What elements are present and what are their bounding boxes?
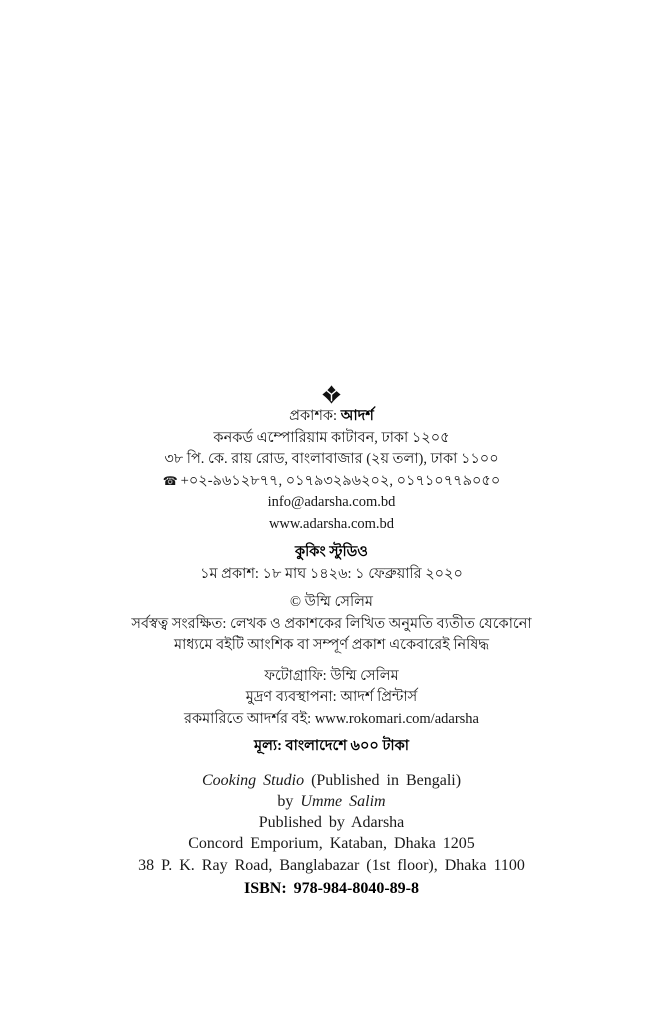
publisher-phone-line: [0, 471, 663, 493]
english-title-line: [0, 770, 663, 791]
credits-block: [0, 666, 663, 731]
phone-numbers: +০২-৯৬১২৮৭৭, ০১৭৯৩২৯৬২০২, ০১৭১০৭৭৯০৫০: [180, 472, 501, 489]
english-address-2: 38 P. K. Ray Road, Banglabazar (1st floor), Dhaka 1100: [138, 856, 525, 874]
publisher-address-2: ৩৮ পি. কে. রায় রোড, বাংলাবাজার (২য় তলা), ঢাকা ১১০০: [164, 451, 499, 467]
logo-row: [0, 384, 663, 404]
book-title-bengali: কুকিং স্টুডিও: [295, 544, 368, 560]
rokomari-line: [0, 709, 663, 731]
printing-credit: মুদ্রণ ব্যবস্থাপনা: আদর্শ প্রিন্টার্স: [245, 689, 418, 705]
author-line: [0, 791, 663, 812]
isbn-line: ISBN: 978-984-8040-89-8: [244, 879, 419, 897]
english-title-note: (Published in Bengali): [304, 771, 462, 789]
photography-credit: ফটোগ্রাফি: উম্মি সেলিম: [264, 667, 399, 684]
rights-line-2: মাধ্যমে বইটি আংশিক বা সম্পূর্ণ প্রকাশ একেবারেই নিষিদ্ধ: [174, 637, 489, 653]
publisher-block: [0, 406, 663, 535]
publisher-line: [0, 406, 663, 428]
published-by-line: Published by Adarsha: [258, 814, 405, 832]
english-address-1: Concord Emporium, Kataban, Dhaka 1205: [188, 835, 475, 853]
rokomari-url: www.rokomari.com/adarsha: [314, 710, 479, 727]
publisher-name: আদর্শ: [340, 408, 374, 424]
phone-icon: ☎: [162, 473, 178, 488]
first-publication-line: ১ম প্রকাশ: ১৮ মাঘ ১৪২৬: ১ ফেব্রুয়ারি ২০২০: [200, 565, 463, 582]
adarsha-publisher-logo-icon: [322, 385, 341, 404]
english-title: Cooking Studio: [201, 771, 305, 789]
price-line: মূল্য: বাংলাদেশে ৬০০ টাকা: [254, 738, 409, 754]
edition-block: [0, 542, 663, 585]
price-block: [0, 736, 663, 758]
copyright-line: © উম্মি সেলিম: [290, 594, 373, 610]
colophon-content: [0, 384, 663, 899]
publisher-email: info@adarsha.com.bd: [267, 494, 396, 510]
copyright-block: [0, 592, 663, 657]
by-label: by: [277, 792, 301, 810]
publisher-website: www.adarsha.com.bd: [268, 515, 395, 532]
publisher-label: প্রকাশক:: [289, 408, 341, 424]
rokomari-label: রকমারিতে আদর্শর বই:: [184, 710, 315, 727]
author-name: Umme Salim: [300, 792, 386, 810]
publisher-address-1: কনকর্ড এম্পোরিয়াম কাটাবন, ঢাকা ১২০৫: [213, 429, 450, 446]
rights-line-1: সর্বস্বত্ব সংরক্ষিত: লেখক ও প্রকাশকের লিখিত অনুমতি ব্যতীত যেকোনো: [131, 615, 532, 632]
english-block: [0, 770, 663, 900]
